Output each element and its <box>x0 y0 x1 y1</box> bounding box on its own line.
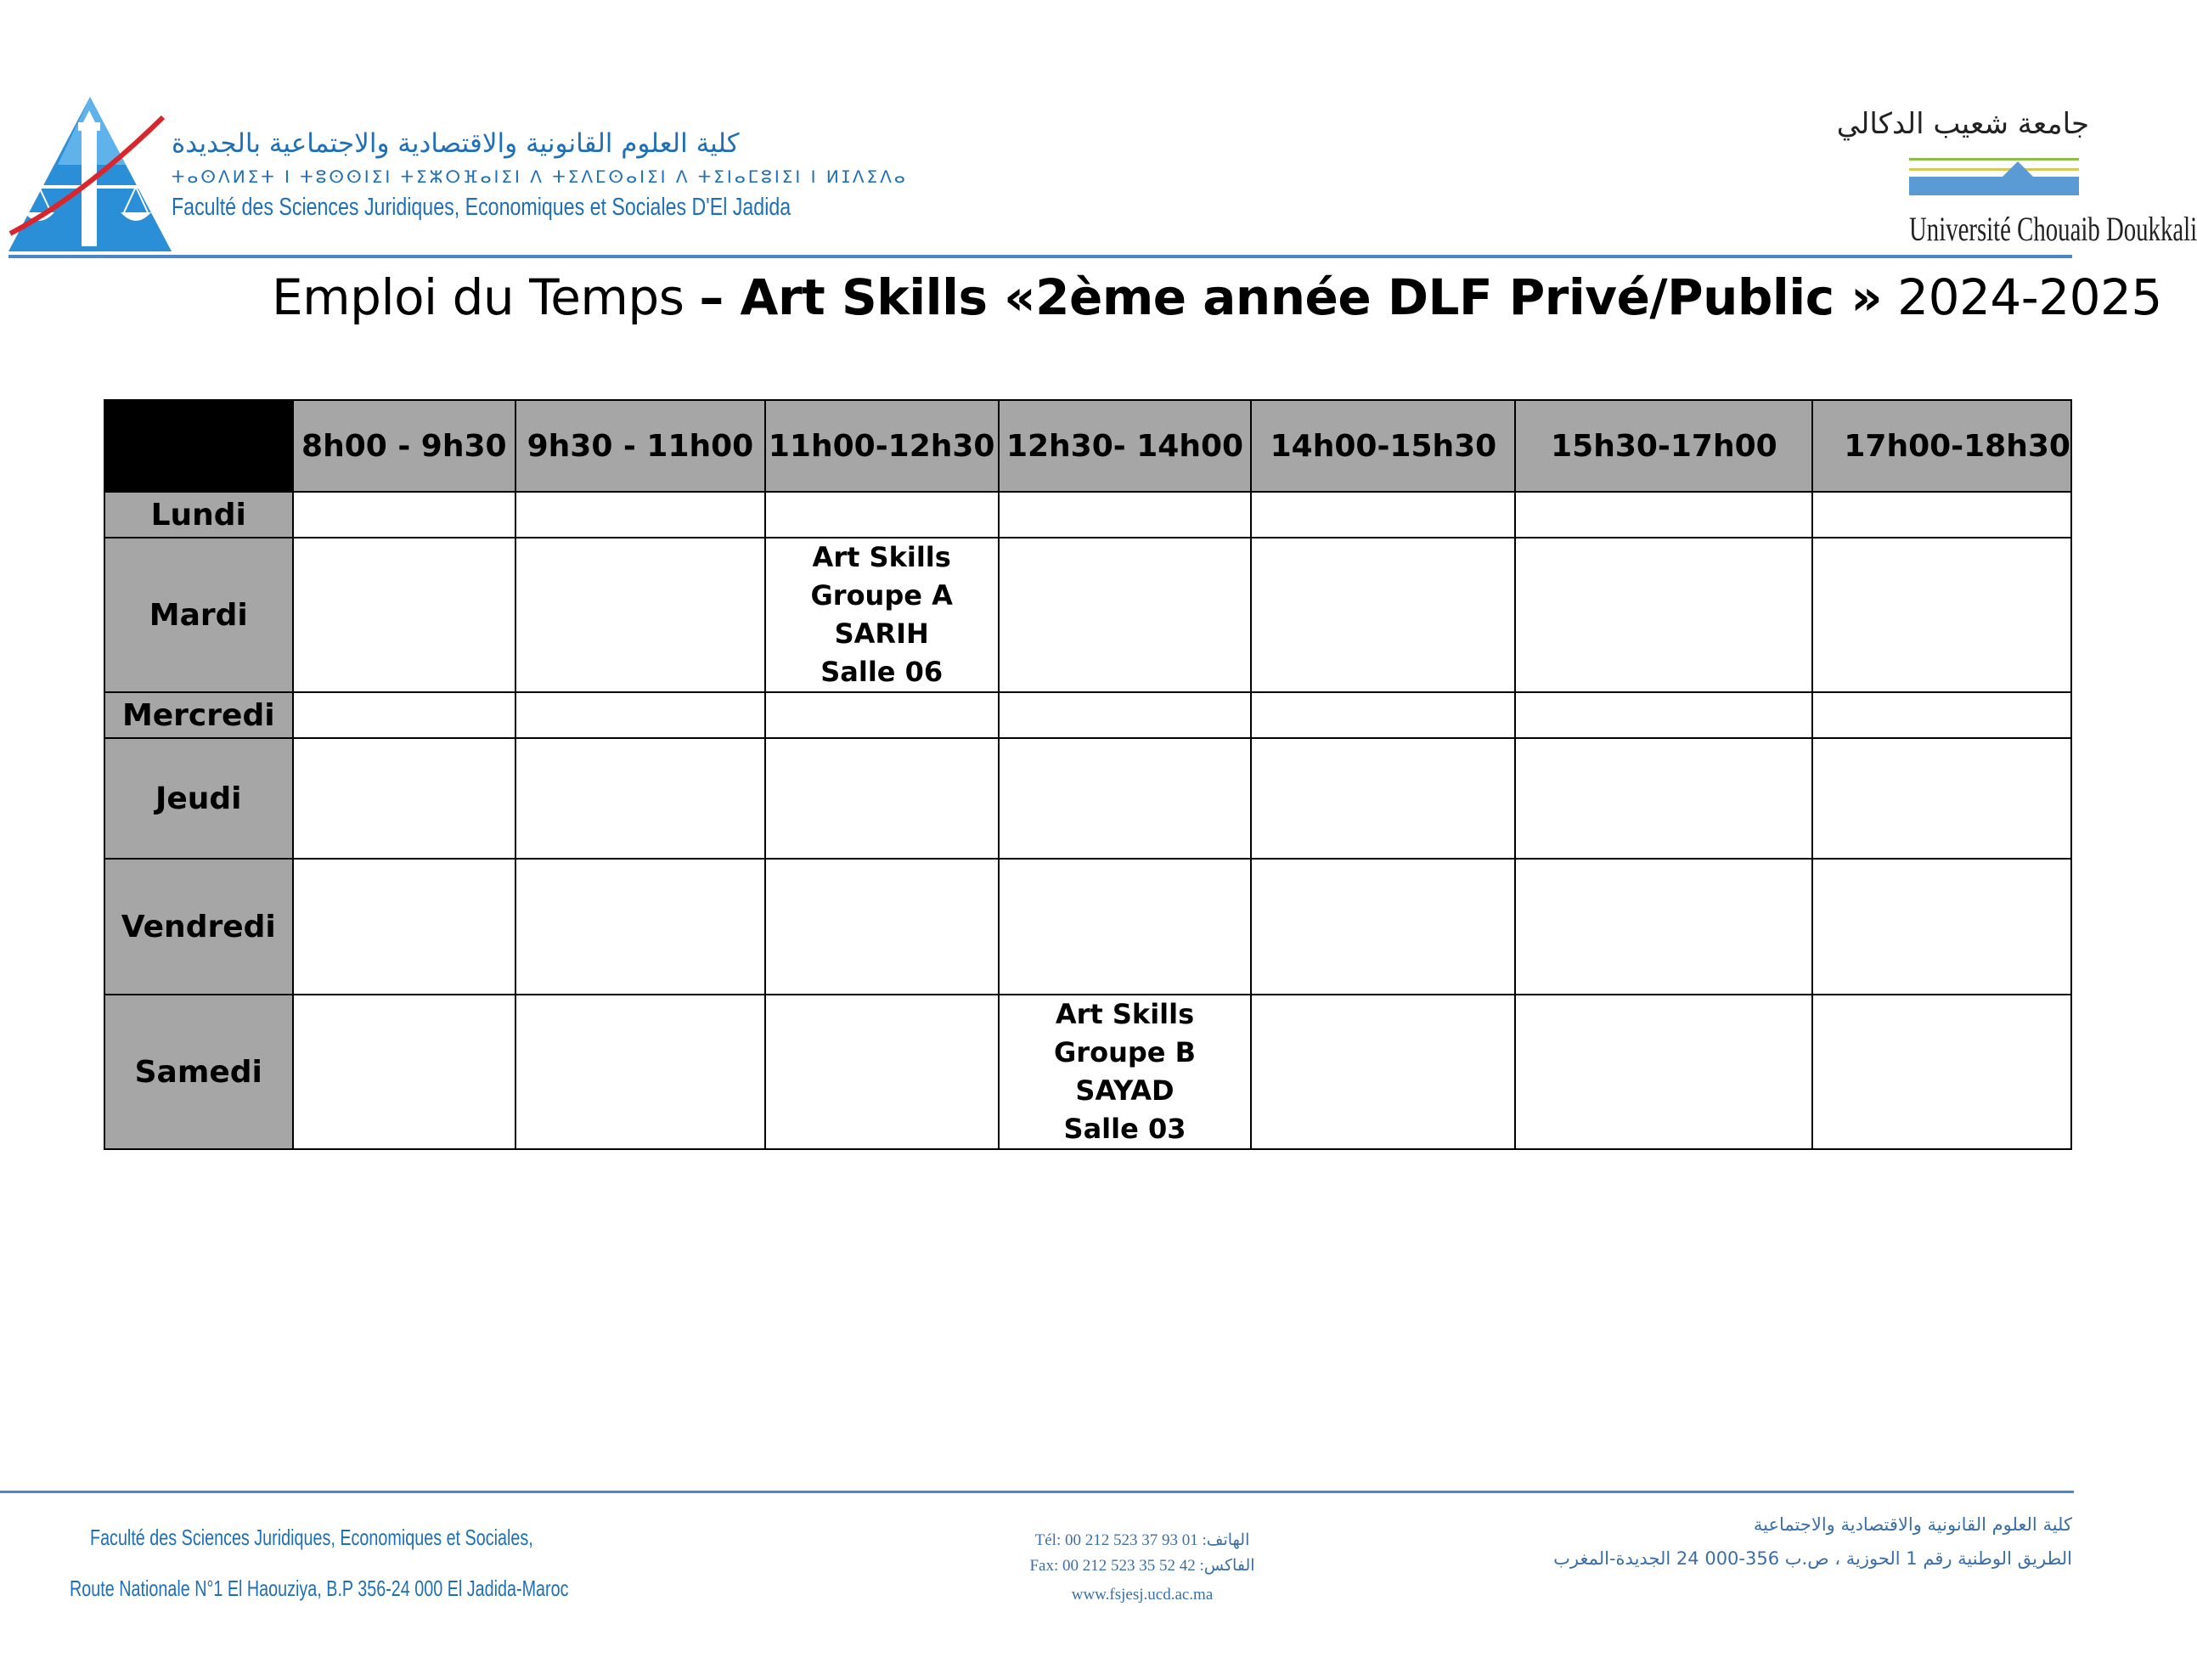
session-line: Groupe B <box>1054 1036 1196 1068</box>
empty-cell <box>999 538 1252 692</box>
empty-cell <box>1251 538 1515 692</box>
university-name-ar: جامعة شعيب الدكالي <box>1836 107 2089 141</box>
empty-cell <box>1812 995 2071 1149</box>
time-slot-header: 15h30-17h00 <box>1515 400 1812 492</box>
timetable <box>104 399 2072 1150</box>
day-label: Jeudi <box>104 738 293 859</box>
empty-cell <box>293 538 516 692</box>
empty-cell <box>1812 538 2071 692</box>
time-slot-header: 17h00-18h30 <box>1812 400 2071 492</box>
title-prefix: Emploi du Temps <box>272 268 700 326</box>
footer-fax: Fax: 00 212 523 35 52 42 :الفاكس <box>1029 1557 1255 1575</box>
empty-cell <box>765 738 999 859</box>
table-row <box>104 538 2071 692</box>
table-row <box>104 995 2071 1149</box>
session-line: Salle 06 <box>820 656 944 688</box>
footer-address <box>70 1525 726 1601</box>
table-row <box>104 492 2071 538</box>
footer-faculty-name: Faculté des Sciences Juridiques, Economiques et Sociales, <box>90 1525 533 1550</box>
empty-cell <box>515 995 765 1149</box>
empty-cell <box>765 692 999 738</box>
empty-cell <box>999 859 1252 995</box>
faculty-name-fr: Faculté des Sciences Juridiques, Economiques et Sociales D'El Jadida <box>172 194 791 221</box>
empty-cell <box>999 692 1252 738</box>
empty-cell <box>1251 692 1515 738</box>
session-cell <box>999 995 1252 1149</box>
empty-cell <box>1812 859 2071 995</box>
time-slot-header: 11h00-12h30 <box>765 400 999 492</box>
empty-cell <box>1515 492 1812 538</box>
table-row <box>104 738 2071 859</box>
empty-cell <box>293 692 516 738</box>
empty-cell <box>293 995 516 1149</box>
corner-cell <box>104 400 293 492</box>
footer-address-ar <box>1553 1508 2072 1576</box>
time-slot-header: 12h30- 14h00 <box>999 400 1252 492</box>
footer-website: www.fsjesj.ucd.ac.ma <box>1071 1586 1214 1604</box>
empty-cell <box>515 859 765 995</box>
empty-cell <box>999 492 1252 538</box>
empty-cell <box>293 492 516 538</box>
table-header-row <box>104 400 2071 492</box>
university-emblem-icon <box>1909 153 2079 204</box>
session-line: Art Skills <box>1055 998 1195 1030</box>
session-line: Groupe A <box>810 579 953 612</box>
day-label: Mardi <box>104 538 293 692</box>
footer-tel: Tél: 00 212 523 37 93 01 :الهاتف <box>1034 1531 1250 1549</box>
session-line: SARIH <box>834 617 929 650</box>
faculty-name-ar: كلية العلوم القانونية والاقتصادية والاجتماعية بالجديدة <box>172 128 740 159</box>
page-title <box>272 268 2162 326</box>
empty-cell <box>1515 995 1812 1149</box>
session-line: Art Skills <box>812 541 951 573</box>
empty-cell <box>1812 692 2071 738</box>
empty-cell <box>1251 738 1515 859</box>
empty-cell <box>1251 492 1515 538</box>
faculty-names <box>172 127 908 223</box>
empty-cell <box>515 538 765 692</box>
header-divider <box>8 255 2072 258</box>
empty-cell <box>293 859 516 995</box>
empty-cell <box>515 738 765 859</box>
table-row <box>104 859 2071 995</box>
empty-cell <box>515 492 765 538</box>
empty-cell <box>765 492 999 538</box>
day-label: Lundi <box>104 492 293 538</box>
empty-cell <box>1812 738 2071 859</box>
time-slot-header: 9h30 - 11h00 <box>515 400 765 492</box>
empty-cell <box>1515 859 1812 995</box>
timetable-container <box>104 399 2072 1152</box>
session-line: SAYAD <box>1075 1074 1175 1107</box>
day-label: Samedi <box>104 995 293 1149</box>
empty-cell <box>1515 738 1812 859</box>
university-name-fr: Université Chouaib Doukkali <box>1909 210 2197 248</box>
day-label: Vendredi <box>104 859 293 995</box>
footer-address-line-ar: الطريق الوطنية رقم 1 الحوزية ، ص.ب 356-000 24 الجديدة-المغرب <box>1553 1548 2072 1569</box>
footer-faculty-name-ar: كلية العلوم القانونية والاقتصادية والاجتماعية <box>1753 1514 2072 1535</box>
empty-cell <box>1515 692 1812 738</box>
day-label: Mercredi <box>104 692 293 738</box>
table-row <box>104 692 2071 738</box>
empty-cell <box>1515 538 1812 692</box>
empty-cell <box>293 738 516 859</box>
lighthouse-scales-logo <box>7 93 173 255</box>
footer-contact <box>1019 1526 1265 1610</box>
title-main: – Art Skills «2ème année DLF Privé/Public » <box>699 268 1883 326</box>
title-year: 2024-2025 <box>1882 268 2162 326</box>
session-cell <box>765 538 999 692</box>
footer-address-line: Route Nationale N°1 El Haouziya, B.P 356-24 000 El Jadida-Maroc <box>70 1576 569 1601</box>
time-slot-header: 8h00 - 9h30 <box>293 400 516 492</box>
empty-cell <box>765 859 999 995</box>
empty-cell <box>515 692 765 738</box>
time-slot-header: 14h00-15h30 <box>1251 400 1515 492</box>
empty-cell <box>999 738 1252 859</box>
empty-cell <box>1251 859 1515 995</box>
footer-divider <box>0 1491 2074 1493</box>
empty-cell <box>1812 492 2071 538</box>
empty-cell <box>1251 995 1515 1149</box>
empty-cell <box>765 995 999 1149</box>
university-logo <box>1836 100 2197 253</box>
session-line: Salle 03 <box>1063 1113 1186 1145</box>
faculty-name-tifinagh: ⵜⴰⵙⴷⵍⵉⵜ ⵏ ⵜⵓⵙⵙⵏⵉⵏ ⵜⵉⵣⵔⴼⴰⵏⵉⵏ ⴷ ⵜⵉⴷⵎⵙⴰⵏⵉⵏ ⴷ ⵜⵉⵏⴰⵎⵓⵏⵉⵏ ⵏ ⵍⵊⴷⵉⴷⴰ <box>172 166 908 187</box>
